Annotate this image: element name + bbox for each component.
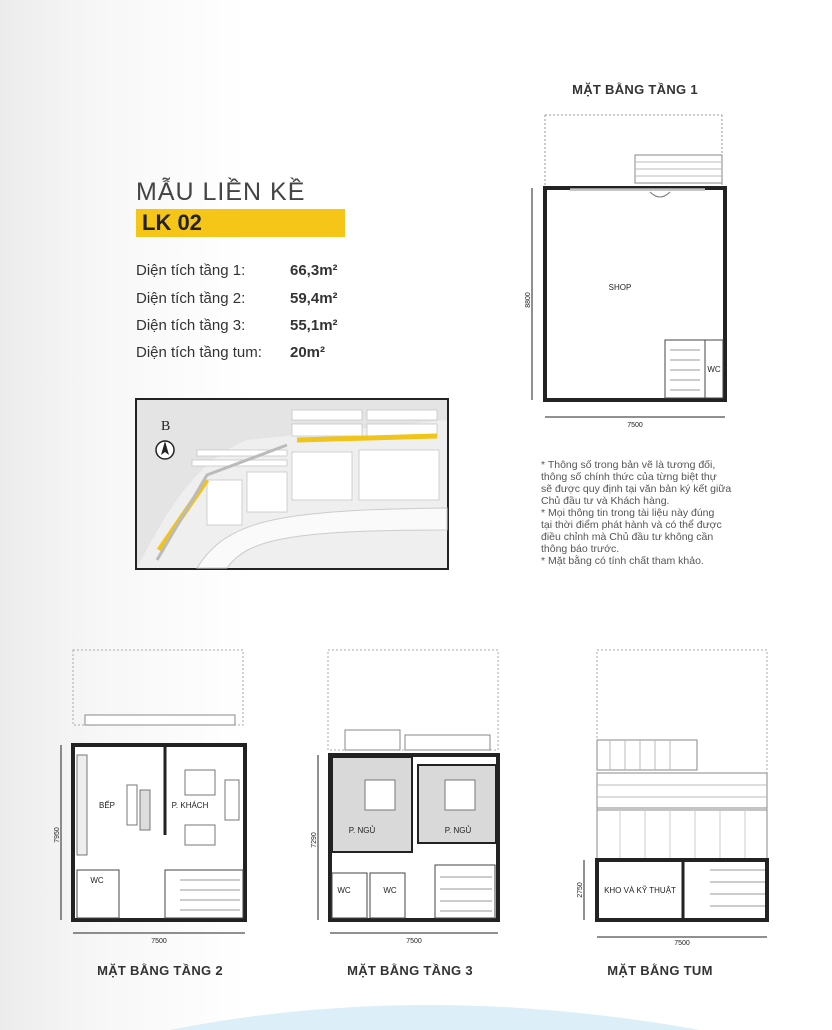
room-living-label: P. KHÁCH: [171, 801, 209, 810]
model-subtitle: MẪU LIỀN KỀ: [136, 178, 306, 206]
dimension-height: 2750: [577, 882, 584, 898]
spec-label: Diện tích tầng 3:: [136, 317, 246, 334]
model-code-banner: [136, 209, 345, 237]
floor3-plan: [310, 645, 510, 950]
spec-label: Diện tích tầng tum:: [136, 344, 262, 361]
note-line: * Thông số trong bản vẽ là tương đối,: [541, 459, 716, 471]
spec-row: [136, 290, 338, 307]
disclaimer-notes: [541, 459, 761, 567]
note-line: * Mặt bằng có tính chất tham khảo.: [541, 555, 704, 567]
note-line: điều chỉnh mà Chủ đầu tư không cần: [541, 531, 714, 543]
room-wc2-label: WC: [383, 886, 397, 895]
spec-value: 59,4m²: [290, 290, 338, 307]
spec-value: 20m²: [290, 344, 326, 361]
dimension-width: 7500: [627, 422, 643, 429]
decorative-wave: [0, 990, 832, 1030]
spec-value: 55,1m²: [290, 317, 338, 334]
floor2-plan: [55, 645, 255, 950]
tum-title: MẶT BẰNG TUM: [607, 963, 713, 978]
dimension-width: 7500: [674, 940, 690, 947]
north-label: B: [161, 419, 171, 434]
room-storage-label: KHO VÀ KỸ THUẬT: [604, 886, 676, 895]
dimension-height: 8800: [525, 292, 532, 308]
note-line: * Mọi thông tin trong tài liệu này đúng: [541, 507, 715, 519]
floor3-title: MẶT BẰNG TẦNG 3: [347, 963, 473, 978]
spec-label: Diện tích tầng 2:: [136, 290, 246, 307]
spec-row: [136, 344, 325, 361]
tum-plan: [570, 645, 780, 950]
spec-row: [136, 262, 338, 279]
site-location-map: [135, 398, 449, 570]
spec-row: [136, 317, 338, 334]
note-line: sẽ được quy định tại văn bản ký kết giữa: [541, 483, 732, 495]
dimension-height: 7290: [311, 832, 318, 848]
room-wc-label: WC: [707, 365, 721, 374]
room-shop-label: SHOP: [608, 283, 632, 292]
floor1-plan: [510, 110, 750, 435]
room-wc1-label: WC: [337, 886, 351, 895]
note-line: Chủ đầu tư và Khách hàng.: [541, 495, 670, 507]
note-line: thông báo trước.: [541, 543, 620, 555]
spec-value: 66,3m²: [290, 262, 338, 279]
dimension-width: 7500: [151, 938, 167, 945]
note-line: thông số chính thức của từng biệt thự: [541, 471, 717, 483]
room-kitchen-label: BẾP: [98, 801, 116, 810]
model-code: LK 02: [142, 210, 202, 235]
room-bed2-label: P. NGỦ: [444, 826, 472, 835]
room-bed1-label: P. NGỦ: [348, 826, 376, 835]
dimension-width: 7500: [406, 938, 422, 945]
room-wc-label: WC: [90, 876, 104, 885]
floor2-title: MẶT BẰNG TẦNG 2: [97, 963, 223, 978]
note-line: tại thời điểm phát hành và có thể được: [541, 519, 722, 531]
dimension-height: 7950: [54, 827, 61, 843]
floor1-title: MẶT BẰNG TẦNG 1: [572, 82, 698, 97]
spec-label: Diện tích tầng 1:: [136, 262, 246, 279]
